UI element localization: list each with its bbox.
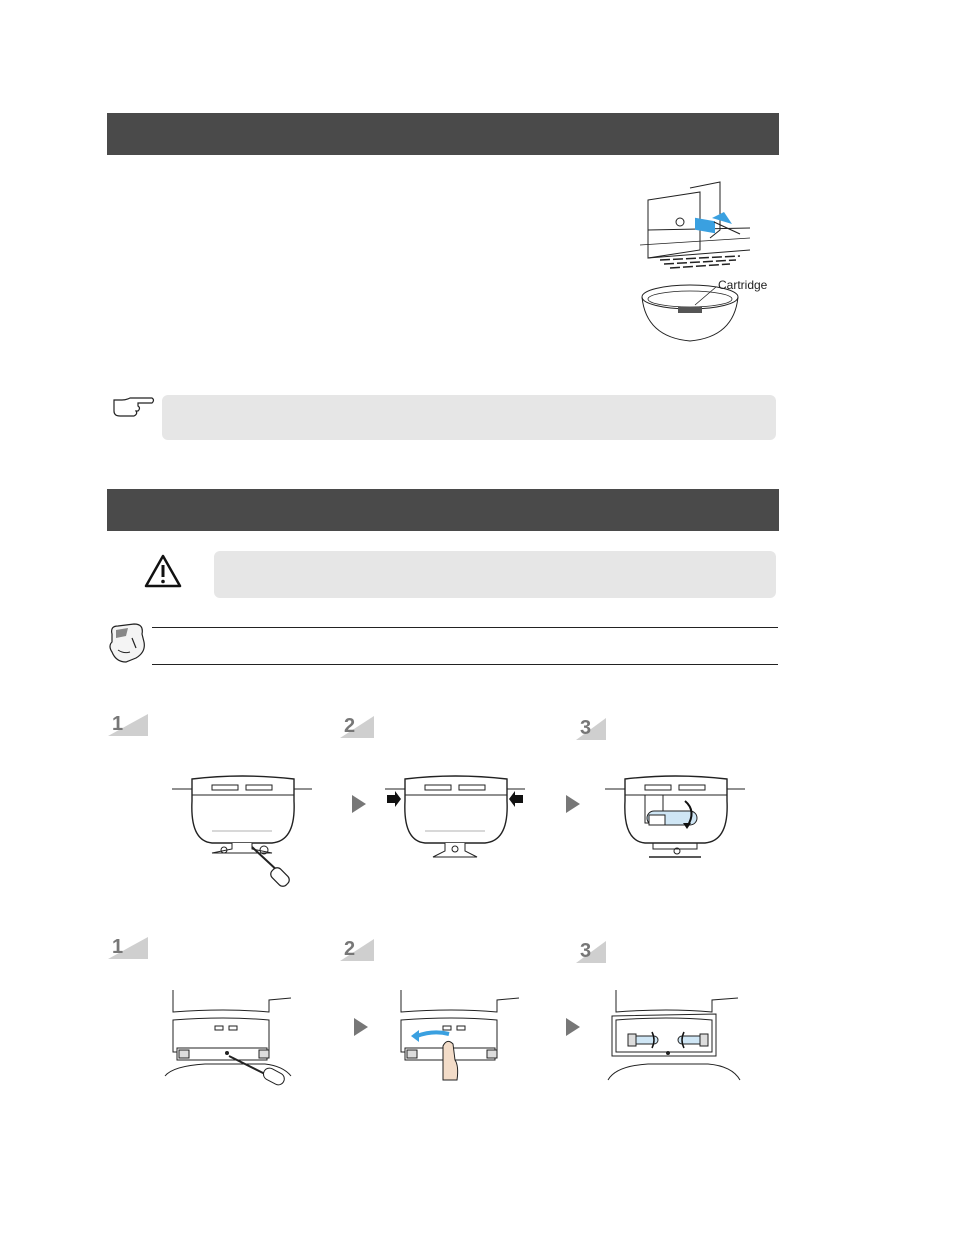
cartridge-label: Cartridge (718, 278, 768, 292)
arrow-right-icon (354, 1018, 368, 1036)
note-box-1 (162, 395, 776, 440)
cartridge-slot-illustration (640, 180, 760, 270)
unit-front-screwdriver-illustration (172, 775, 312, 890)
rule-top (152, 627, 778, 628)
step-badge-bottom-3 (576, 937, 638, 963)
step-badge-bottom-1 (108, 933, 170, 959)
unit-front-rotate-cartridge-illustration (605, 775, 745, 865)
step-number: 3 (580, 940, 592, 962)
step-number: 2 (344, 715, 356, 737)
printer-panel-slide-cover-illustration (393, 990, 523, 1090)
arrow-right-icon (352, 795, 366, 813)
step-badge-top-1 (108, 710, 170, 736)
step-badge-top-3 (576, 714, 638, 740)
warning-box (214, 551, 776, 598)
warning-triangle-icon (143, 553, 183, 589)
step-badge-bottom-2 (340, 935, 402, 961)
arrow-right-icon (566, 1018, 580, 1036)
section-header-1 (107, 113, 779, 155)
printer-panel-cartridges-illustration (608, 990, 743, 1090)
step-number: 1 (112, 713, 124, 735)
step-number: 1 (112, 936, 124, 958)
rule-bottom (152, 664, 778, 665)
section-header-2 (107, 489, 779, 531)
step-number: 2 (344, 938, 356, 960)
step-number: 3 (580, 717, 592, 739)
arrow-right-icon (566, 795, 580, 813)
printer-panel-screwdriver-illustration (165, 990, 295, 1090)
pointing-hand-icon (112, 396, 156, 418)
unit-front-press-sides-illustration (385, 775, 525, 865)
step-badge-top-2 (340, 712, 402, 738)
glove-hand-icon (104, 620, 150, 666)
